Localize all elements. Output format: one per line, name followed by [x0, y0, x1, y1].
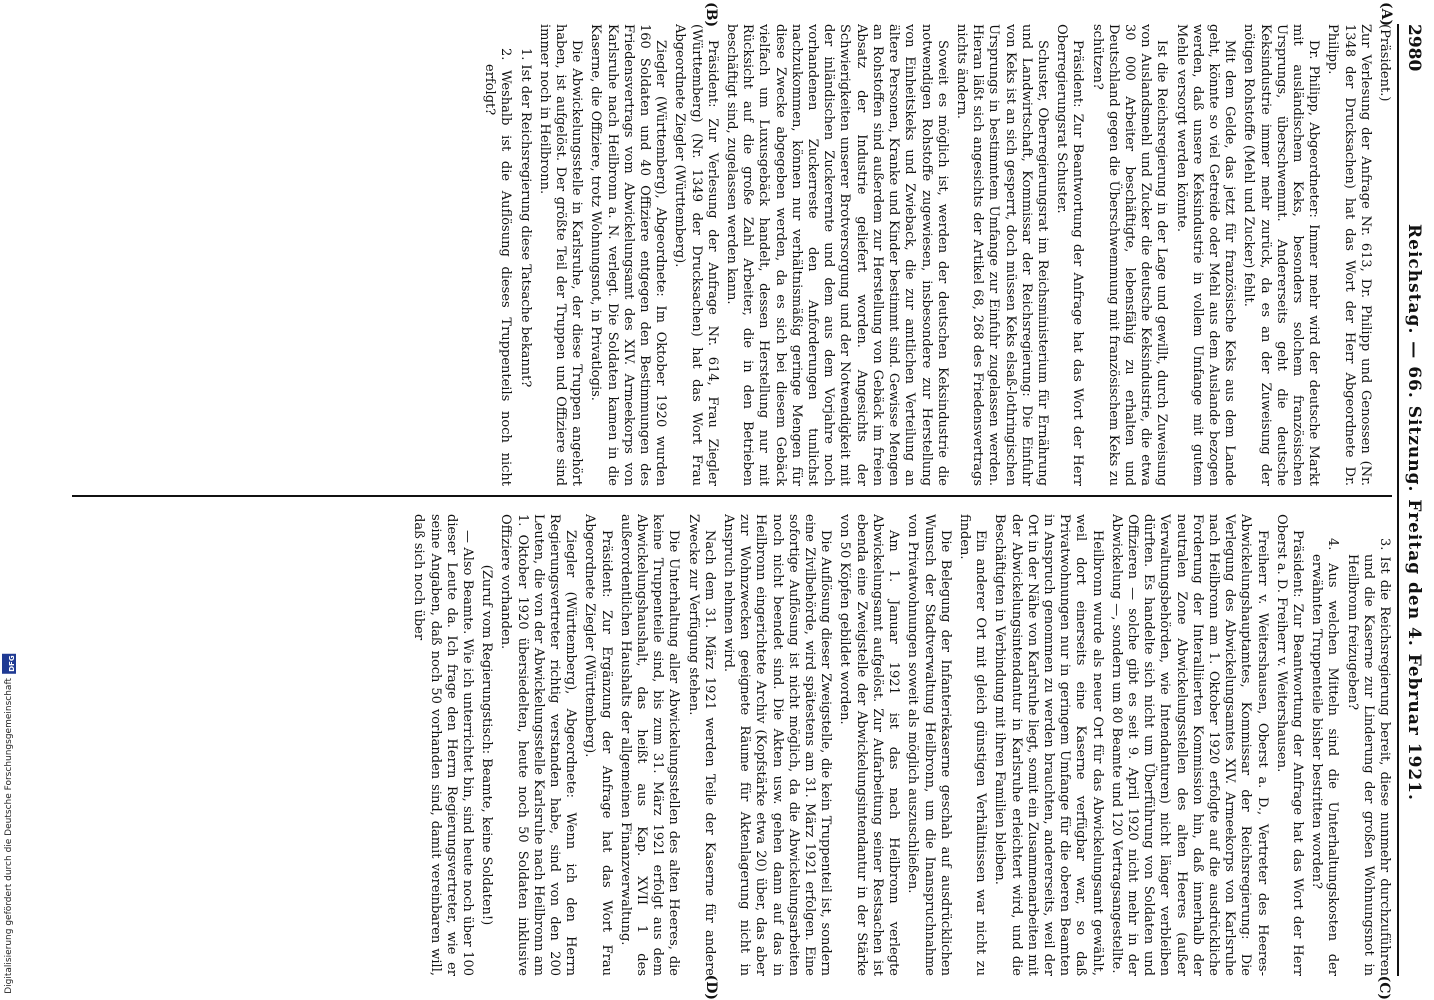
paragraph: Präsident: Zur Beantwortung der Anfrage hat das Wort der Herr Oberst a. D. Freiherr v. Weitershausen.	[1273, 514, 1305, 976]
header-rule	[1397, 24, 1399, 976]
left-text-column	[52, 24, 1392, 486]
paragraph: 3. Ist die Reichsregierung bereit, diese nunmehr durchzuführen und die Kaserne zur Linderung der großen Wohnungsnot in Heilbronn freizugeben?	[1344, 538, 1392, 976]
paragraph: Ist die Reichsregierung in der Lage und gewillt, durch Zuweisung von Auslandsmehl und Zucker die deutsche Keksindustrie, die etwa 30 000 Arbeiter beschäftigte, lebensfähig zu erhalten und Deutschland gegen die Überschwemmung mit französischem Keks zu schützen?	[1089, 24, 1170, 486]
paragraph: (Zuruf vom Regierungstisch: Beamte, keine Soldaten!)	[479, 564, 495, 926]
paragraph: Präsident: Zur Beantwortung der Anfrage hat das Wort der Herr Oberregierungsrat Schuster.	[1054, 24, 1086, 486]
page-title: Reichstag. — 66. Sitzung. Freitag den 4. Februar 1921.	[1404, 224, 1424, 801]
margin-marker-d: (D)	[703, 974, 719, 1000]
paragraph: (Präsident.)	[1377, 24, 1392, 102]
paragraph: 1. Ist der Reichsregierung diese Tatsache bekannt?	[517, 48, 533, 388]
paragraph: 4. Aus welchen Mitteln sind die Unterhaltungskosten der erwähnten Truppenteile bisher bestritten worden?	[1309, 538, 1341, 976]
digitization-credit	[2, 654, 16, 994]
margin-marker-c: (C)	[1376, 975, 1392, 1000]
paragraph: Schuster, Oberregierungsrat im Reichsministerium für Ernährung und Landwirtschaft, Kommissar der Reichsregierung: Die Einfuhr von Keks ist an sich gesperrt, doch müssen Keks elsaß-lothringischen Ursprungs in bestimmtem Umfange zur Einfuhr zugelassen werden. Hieran läßt sich angesichts der Artikel 68, 268 des Friedensvertrags nichts ändern.	[953, 24, 1050, 486]
page-header	[1398, 24, 1426, 976]
paragraph: Soweit es möglich ist, werden der deutschen Keksindustrie die notwendigen Rohstoffe zugewiesen, insbesondere zur Herstellung von Einheitskeks und Zwieback, die zur amtlichen Verteilung an ältere Personen, Kranke und Kinder bestimmt sind. Gewisse Mengen an Rohstoffen sind außerdem zur Herstellung von Gebäck im freien Absatz der Industrie geliefert worden. Angesichts der Schwierigkeiten unserer Brotversorgung und der Notwendigkeit mit der inländischen Zuckerernte und dem aus dem Vorjahre noch vorhandenen Zuckerreste den Anforderungen tunlichst nachzukommen, können nur verhältnismäßig geringe Mengen für diese Zwecke abgegeben werden, da es sich bei diesem Gebäck vielfach um Luxusgebäck handelt, dessen Herstellung nur mit Rücksicht auf die große Zahl Arbeiter, die in den Betrieben beschäftigt sind, zugelassen werden kann.	[724, 24, 950, 486]
credit-text: Digitalisierung gefördert durch die Deutsche Forschungsgemeinschaft	[4, 678, 14, 994]
margin-marker-b: (B)	[703, 2, 719, 28]
margin-marker-a: (A)	[1378, 2, 1394, 27]
paragraph: Die Abwickelungsstelle in Karlsruhe, der diese Truppen angehört haben, ist aufgelöst. Der größte Teil der Truppen und Offiziere sind immer noch in Heilbronn.	[536, 24, 585, 486]
column-divider	[72, 495, 1392, 497]
paragraph: Ziegler (Württemberg), Abgeordnete: Im Oktober 1920 wurden 160 Soldaten und 40 Offiziere entgegen den Bestimmungen des Friedensvertrags vom Abwickelungsamt des XIV. Armeekorps von Karlsruhe nach Heilbronn a. N. verlegt. Die Soldaten kamen in die Kaserne, die Offiziere, trotz Wohnungsnot, in Privatlogis.	[588, 24, 669, 486]
paragraph: Präsident: Zur Verlesung der Anfrage Nr. 614, Frau Ziegler (Württemberg) (Nr. 1349 der Drucksachen) hat das Wort Frau Abgeordnete Ziegler (Württemberg).	[672, 24, 720, 486]
paragraph: Am 1. Januar 1921 ist das nach Heilbronn verlegte Abwickelungsamt aufgelöst. Zur Aufarbeitung seiner Restsachen ist ebenda eine Zweigstelle der Abwickelungsintendantur in der Stärke von 50 Köpfen gebildet worden.	[837, 514, 902, 976]
paragraph: Zur Verlesung der Anfrage Nr. 613, Dr. Philipp und Genossen (Nr. 1348 der Drucksachen) hat das Wort der Herr Abgeordnete Dr. Philipp.	[1325, 24, 1373, 486]
paragraph: Präsident: Zur Ergänzung der Anfrage hat das Wort Frau Abgeordnete Ziegler (Württemberg).	[582, 514, 614, 976]
paragraph: Ziegler (Württemberg), Abgeordnete: Wenn ich den Herrn Regierungsvertreter richtig verstanden habe, sind von den 200 Leuten, die von der Abwickelungsstelle Karlsruhe nach Heilbronn am 1. Oktober 1920 übersiedelten, heute noch 50 Soldaten inklusive Offiziere vorhanden.	[498, 514, 579, 976]
paragraph: — Also Beamte. Wie ich unterrichtet bin, sind heute noch über 100 dieser Leute da. Ich frage den Herrn Regierungsvertreter, wie er seine Angaben, daß noch 50 vorhanden sind, damit vereinbaren will, daß sich noch über	[411, 514, 476, 976]
paragraph: Die Belegung der Infanteriekaserne geschah auf ausdrücklichen Wunsch der Stadtverwaltung Heilbronn, um die Inanspruchnahme von Privatwohnungen soweit als möglich auszuschließen.	[905, 514, 953, 976]
paragraph: Die Unterhaltung aller Abwickelungsstellen des alten Heeres, die keine Truppenteile sind, bis zum 31. März 1921 erfolgt aus dem Abwickelungshaushalt, das heißt aus Kap. XVII 1 des außerordentlichen Haushalts der allgemeinen Finanzverwaltung.	[617, 514, 682, 976]
right-text-column	[52, 514, 1392, 976]
page-number: 2980	[1404, 24, 1424, 72]
paragraph: Ein anderer Ort mit gleich günstigen Verhältnissen war nicht zu finden.	[956, 514, 989, 976]
dfg-logo: DFG	[2, 654, 16, 674]
paragraph: Mit dem Gelde, das jetzt für französische Keks aus dem Lande geht, könnte so viel Getreide oder Mehl aus dem Auslande bezogen werden, daß unsere Keksindustrie in vollem Umfange mit gutem Mehle versorgt werden könnte.	[1173, 24, 1238, 486]
paragraph: Nach dem 31. März 1921 werden Teile der Kaserne für andere Zwecke zur Verfügung stehen.	[685, 514, 717, 976]
paragraph: Freiherr v. Weitershausen, Oberst a. D., Vertreter des Heeres-Abwickelungshauptamtes, Kommissar der Reichsregierung: Die Verlegung des Abwickelungsamtes XIV. Armeekorps von Karlsruhe nach Heilbronn am 1. Oktober 1920 erfolgte auf die ausdrückliche Forderung der Interalliierten Kommission hin, daß innerhalb der neutralen Zone Abwickelungsstellen des alten Heeres (außer Verwaltungsbehörden, wie Intendanturen) nicht länger verbleiben dürften. Es handelte sich nicht um Überführung von Soldaten und Offizieren — solche gibt es seit 9. April 1920 nicht mehr in der Abwickelung —, sondern um 80 Beamte und 120 Vertragsangestellte.	[1108, 514, 1270, 976]
paragraph: Dr. Philipp, Abgeordneter: Immer mehr wird der deutsche Markt mit ausländischem Keks, besonders solchem französischen Ursprungs, überschwemmt. Andererseits geht die deutsche Keksindustrie immer mehr zurück, da es an der Zuweisung der nötigen Rohstoffe (Mehl und Zucker) fehlt.	[1241, 24, 1322, 486]
paragraph: 2. Weshalb ist die Auflösung dieses Truppenteils noch nicht erfolgt?	[482, 48, 514, 486]
paragraph: Die Auflösung dieser Zweigstelle, die kein Truppenteil ist, sondern eine Zivilbehörde, wird spätestens am 31. März 1921 erfolgen. Eine sofortige Auflösung ist nicht möglich, da die Abwickelungsarbeiten noch nicht beendet sind. Die Akten usw. gehen dann auf das in Heilbronn eingerichtete Archiv (Kopfstärke etwa 20) über, das aber zur Wohnzwecken geeignete Räume für Aktenlagerung nicht in Anspruch nehmen wird.	[721, 514, 834, 976]
paragraph: Heilbronn wurde als neuer Ort für das Abwickelungsamt gewählt, weil dort einerseits eine Kaserne verfügbar war, so daß Privatwohnungen nur in geringem Umfange für die oberen Beamten in Anspruch genommen zu werden brauchten, andererseits, weil der Ort in der Nähe von Karlsruhe liegt, somit ein Zusammenarbeiten mit der Abwickelungsintendantur in Karlsruhe erleichtert wird, und die Beschäftigten in Verbindung mit ihren Familien bleiben.	[992, 514, 1105, 976]
